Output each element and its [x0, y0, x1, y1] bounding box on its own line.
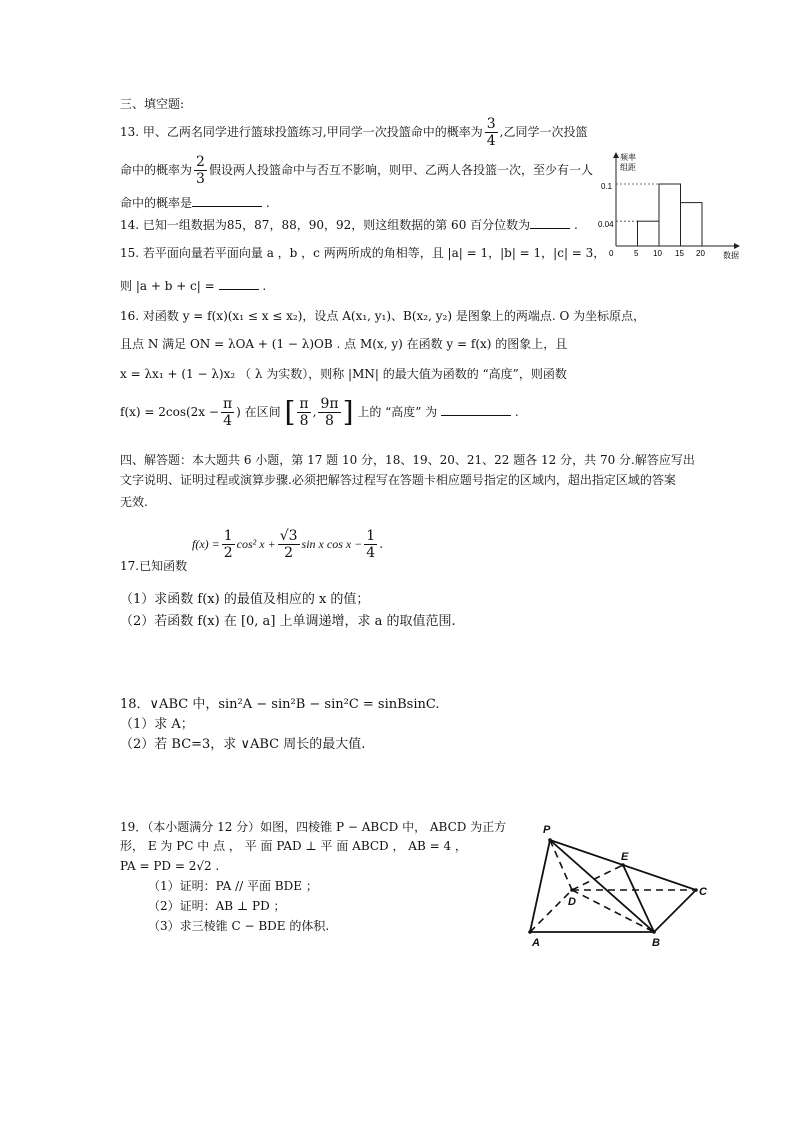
- vertex-label-d: D: [568, 896, 576, 908]
- q13-text-c: 命中的概率为: [120, 163, 193, 177]
- frac-num: π: [222, 396, 233, 412]
- interval-end: [318, 396, 340, 429]
- q17-formula: [192, 528, 383, 561]
- period: .: [265, 196, 270, 210]
- frac-den: 4: [223, 413, 233, 429]
- formula-part: f(x) =: [192, 537, 220, 551]
- x-tick-label: 20: [696, 249, 705, 258]
- question-15-line-1: 15. 若平面向量若平面向量 a ，b ，c 两两所成的角相等，且 |a| = 1，|b| = 1，|c| = 3，: [120, 246, 606, 260]
- histogram-bar: [681, 203, 703, 246]
- q16-fraction-pi-4: [221, 396, 234, 429]
- vertex-dot: [694, 888, 698, 892]
- x-tick-label: 15: [675, 249, 684, 258]
- answer-blank[interactable]: [441, 403, 511, 416]
- q16-text-b: ) 在区间: [236, 405, 281, 419]
- frac-den: 2: [223, 545, 233, 561]
- formula-part: cos² x +: [236, 537, 276, 551]
- period: .: [379, 537, 384, 551]
- frac-num: 9π: [320, 396, 339, 412]
- period: .: [262, 279, 267, 293]
- q19-line-2: 形， E 为 PC 中 点 ， 平 面 PAD ⊥ 平 面 ABCD ， AB = 4 ，: [120, 839, 467, 853]
- question-15-line-2: [120, 277, 266, 294]
- vertex-dot: [621, 863, 625, 867]
- vertex-dot: [548, 838, 552, 842]
- q17-part-2: （2）若函数 f(x) 在 [0, a] 上单调递增，求 a 的取值范围.: [120, 614, 456, 629]
- y-axis-arrow: [613, 152, 619, 158]
- q17-prefix: 17.已知函数: [120, 559, 188, 573]
- edge-pb: [550, 840, 654, 932]
- edge-pa: [530, 840, 550, 932]
- y-axis-label-1: 频率: [620, 153, 636, 162]
- q13-text-e: 命中的概率是: [120, 196, 193, 210]
- frac-num: √3: [279, 528, 298, 544]
- section-4-line-3: 无效.: [120, 495, 148, 509]
- q19-line-3: PA = PD = 2√2 .: [120, 859, 220, 873]
- pyramid-diagram: [520, 820, 720, 952]
- bracket-right: ]: [342, 395, 354, 429]
- q16-text-c: 上的 “高度” 为: [357, 405, 438, 419]
- question-16-line-3: x = λx₁ + (1 − λ)x₂ （ λ 为实数），则称 |MN| 的最大值为函数的 “高度”，则函数: [120, 367, 567, 381]
- q18-part-1: （1）求 A；: [120, 717, 194, 732]
- q13-text-a: 13. 甲、乙两名同学进行篮球投篮练习,甲同学一次投篮命中的概率为: [120, 125, 483, 139]
- origin-label: 0: [609, 249, 614, 258]
- q18-statement: 18．∨ABC 中，sin²A − sin²B − sin²C = sinBsinC.: [120, 697, 440, 712]
- vertex-dot: [652, 930, 656, 934]
- question-16-line-2: 且点 N 满足 ON = λOA + (1 − λ)OB . 点 M(x, y) 在函数 y = f(x) 的图象上，且: [120, 337, 568, 351]
- vertex-dot: [570, 888, 574, 892]
- fraction-1-4: [364, 528, 377, 561]
- q15-text: 则 |a + b + c| =: [120, 279, 215, 293]
- fraction-sqrt3-2: [278, 528, 300, 561]
- frac-num: π: [299, 396, 309, 412]
- question-16-line-1: 16. 对函数 y = f(x)(x₁ ≤ x ≤ x₂)，设点 A(x₁, y₁)、B(x₂, y₂) 是图象上的两端点. O 为坐标原点，: [120, 309, 646, 323]
- vertex-label-b: B: [652, 937, 660, 949]
- x-axis-arrow: [734, 243, 740, 249]
- question-13-line-2: [120, 154, 593, 187]
- formula-part: sin x cos x −: [301, 537, 363, 551]
- period: .: [573, 218, 578, 232]
- histogram-bar: [638, 221, 660, 246]
- x-tick-label: 5: [634, 249, 639, 258]
- question-14: [120, 216, 578, 233]
- edge-ad: [530, 890, 572, 932]
- frac-den: 4: [366, 545, 376, 561]
- vertex-label-c: C: [699, 886, 707, 898]
- edge-de: [572, 865, 623, 890]
- q18-part-2: （2）若 BC=3，求 ∨ABC 周长的最大值.: [120, 737, 366, 752]
- bracket-left: [: [284, 395, 296, 429]
- question-13-line-1: [120, 116, 587, 149]
- y-axis-label-2: 组距: [620, 163, 636, 172]
- q19-part-3: （3）求三棱锥 C − BDE 的体积.: [148, 919, 330, 933]
- frac-num: 2: [196, 154, 205, 170]
- answer-blank[interactable]: [192, 194, 262, 207]
- q19-line-1: 19．（本小题满分 12 分）如图，四棱锥 P − ABCD 中， ABCD 为正方: [120, 820, 507, 834]
- question-16-line-4: f(x) = 2cos(2x − $\frac{\pi}{4}$ ) 在区间 [ $\frac{\pi}{8}$ , $\frac{9\pi}{8}$ ] 上的 “高度” 为 .: [120, 395, 519, 429]
- x-tick-label: 10: [653, 249, 662, 258]
- histogram-bar: [659, 184, 681, 246]
- section-title-fill-in: 三、填空题:: [120, 97, 185, 111]
- edge-pd: [550, 840, 572, 890]
- x-axis-label: 数据: [723, 251, 739, 260]
- histogram-figure: [596, 148, 746, 263]
- answer-blank[interactable]: [219, 277, 259, 290]
- y-tick-label: 0.1: [601, 182, 613, 191]
- vertex-label-e: E: [621, 851, 629, 863]
- edge-eb: [623, 865, 654, 932]
- q14-text: 14. 已知一组数据为85，87，88，90，92，则这组数据的第 60 百分位数为: [120, 218, 531, 232]
- q17-part-1: （1）求函数 f(x) 的最值及相应的 x 的值；: [120, 592, 370, 607]
- q19-part-2: （2）证明：AB ⊥ PD ；: [148, 899, 286, 913]
- q13-fraction-2-3: [194, 154, 207, 187]
- frac-den: 2: [284, 545, 294, 561]
- q16-func: f(x) = 2cos(2x −: [120, 405, 219, 419]
- vertex-dot: [528, 930, 532, 934]
- section-4-line-2: 文字说明、证明过程或演算步骤.必须把解答过程写在答题卡相应题号指定的区域内，超出指定区域的答案: [120, 473, 676, 487]
- period: .: [514, 405, 519, 419]
- vertex-label-p: P: [543, 824, 551, 836]
- frac-den: 8: [299, 413, 309, 429]
- q19-part-1: （1）证明：PA // 平面 BDE ；: [148, 879, 318, 893]
- edge-bc: [654, 890, 696, 932]
- q13-text-b: ,乙同学一次投篮: [499, 125, 588, 139]
- q13-fraction-3-4: [485, 116, 498, 149]
- frac-num: 1: [223, 528, 233, 544]
- y-tick-label: 0.04: [598, 220, 614, 229]
- interval-start: [297, 396, 310, 429]
- q13-text-d: 假设两人投篮命中与否互不影响，则甲、乙两人各投篮一次，至少有一人: [208, 163, 593, 177]
- question-13-line-3: [120, 194, 270, 211]
- answer-blank[interactable]: [530, 216, 570, 229]
- frac-den: 3: [196, 171, 205, 187]
- section-4-line-1: 四、解答题：本大题共 6 小题，第 17 题 10 分，18、19、20、21、22 题各 12 分，共 70 分.解答应写出: [120, 453, 695, 467]
- vertex-label-a: A: [532, 937, 540, 949]
- frac-num: 1: [366, 528, 376, 544]
- frac-den: 8: [325, 413, 334, 429]
- frac-num: 3: [486, 116, 496, 132]
- fraction-1-2: [222, 528, 235, 561]
- frac-den: 4: [486, 133, 496, 149]
